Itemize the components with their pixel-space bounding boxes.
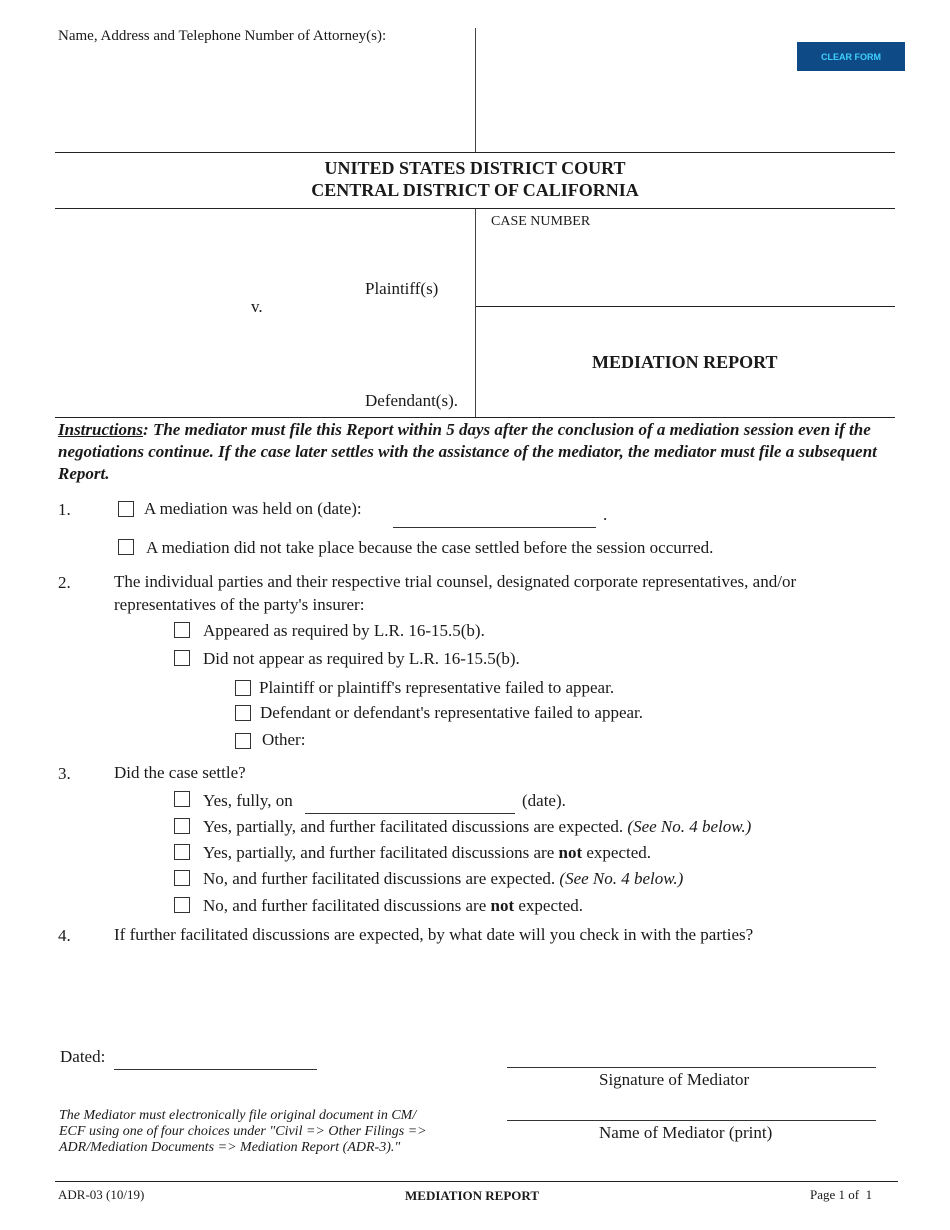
item3-question: Did the case settle? <box>114 763 246 782</box>
no-not-expected-label <box>203 896 583 916</box>
filing-note-line2: ECF using one of four choices under "Civil => Other Filings => <box>59 1124 427 1139</box>
case-number-label: CASE NUMBER <box>491 214 591 229</box>
see-no4-note: (See No. 4 below.) <box>559 869 684 888</box>
item2-text-line2: representatives of the party's insurer: <box>114 595 365 614</box>
mediation-date-period: . <box>603 505 608 524</box>
settle-date-field[interactable] <box>305 813 515 814</box>
caption-divider <box>475 209 476 417</box>
settle-partial-not-checkbox[interactable] <box>174 844 190 860</box>
instructions-label: Instructions <box>58 420 144 439</box>
instructions <box>58 419 896 485</box>
plaintiff-failed-label: Plaintiff or plaintiff's representative failed to appear. <box>259 678 615 697</box>
no-expected-text: No, and further facilitated discussions are expected. <box>203 869 556 888</box>
no-not-expected-checkbox[interactable] <box>174 897 190 913</box>
settle-partial-not-text: Yes, partially, and further facilitated discussions are <box>203 843 555 862</box>
mediation-held-label: A mediation was held on (date): <box>144 499 362 518</box>
settle-partial-not-label <box>203 843 651 863</box>
case-number-input[interactable] <box>490 238 889 300</box>
check-in-date-answer[interactable] <box>114 952 888 1036</box>
footer-title: MEDIATION REPORT <box>405 1188 540 1203</box>
no-not-expected-text: No, and further facilitated discussions are <box>203 896 487 915</box>
defendant-failed-label: Defendant or defendant's representative failed to appear. <box>260 703 644 722</box>
appeared-checkbox[interactable] <box>174 622 190 638</box>
form-title: MEDIATION REPORT <box>592 352 778 372</box>
not-emphasis: not <box>490 896 515 915</box>
mediator-name-field[interactable] <box>507 1120 876 1121</box>
item4-number: 4. <box>58 926 71 945</box>
mediation-held-checkbox[interactable] <box>118 501 134 517</box>
item3-number: 3. <box>58 764 71 783</box>
instructions-colon: : <box>143 420 149 439</box>
expected-word: expected. <box>518 896 584 915</box>
dated-label: Dated: <box>60 1047 106 1066</box>
settle-fully-checkbox[interactable] <box>174 791 190 807</box>
court-name-line2: CENTRAL DISTRICT OF CALIFORNIA <box>311 180 639 200</box>
court-top-rule <box>55 152 895 153</box>
signature-label: Signature of Mediator <box>599 1070 750 1089</box>
settle-partial-expected-text: Yes, partially, and further facilitated discussions are expected. <box>203 817 624 836</box>
not-emphasis: not <box>558 843 583 862</box>
mediation-date-field[interactable] <box>393 527 596 528</box>
clear-form-button[interactable]: CLEAR FORM <box>797 42 905 71</box>
form-code: ADR-03 (10/19) <box>58 1187 145 1202</box>
filing-note-line1: The Mediator must electronically file original document in CM/ <box>59 1108 417 1123</box>
no-expected-checkbox[interactable] <box>174 870 190 886</box>
versus-label: v. <box>251 297 263 316</box>
see-no4-note: (See No. 4 below.) <box>627 817 752 836</box>
expected-word: expected. <box>586 843 652 862</box>
mediator-name-label: Name of Mediator (print) <box>599 1123 773 1142</box>
defendant-label: Defendant(s). <box>365 391 458 410</box>
dated-field[interactable] <box>114 1069 317 1070</box>
attorney-label: Name, Address and Telephone Number of Attorney(s): <box>58 28 387 44</box>
item2-text-line1: The individual parties and their respective trial counsel, designated corporate representatives, and/or <box>114 572 797 591</box>
page-number: Page 1 of 1 <box>810 1187 873 1202</box>
item4-question: If further facilitated discussions are expected, by what date will you check in with the parties? <box>114 925 754 944</box>
other-label: Other: <box>262 730 306 749</box>
header-divider <box>475 28 476 153</box>
settle-date-suffix: (date). <box>522 791 566 810</box>
footer-rule <box>55 1181 898 1182</box>
instructions-text: The mediator must file this Report within 5 days after the conclusion of a mediation session even if the negotiations continue. If the case later settles with the assistance of the mediator, the mediator must file a subsequent Report. <box>58 420 877 483</box>
item2-number: 2. <box>58 573 71 592</box>
no-expected-label <box>203 869 683 889</box>
settle-partial-expected-checkbox[interactable] <box>174 818 190 834</box>
settle-partial-expected-label <box>203 817 751 837</box>
did-not-appear-label: Did not appear as required by L.R. 16-15.5(b). <box>203 649 520 668</box>
defendant-failed-checkbox[interactable] <box>235 705 251 721</box>
plaintiff-label: Plaintiff(s) <box>365 279 439 298</box>
mediation-not-held-label: A mediation did not take place because the case settled before the session occurred. <box>146 538 714 557</box>
did-not-appear-checkbox[interactable] <box>174 650 190 666</box>
settle-fully-label: Yes, fully, on <box>203 791 293 810</box>
case-number-rule <box>476 306 895 307</box>
caption-bottom-rule <box>55 417 895 418</box>
filing-note-line3: ADR/Mediation Documents => Mediation Report (ADR-3)." <box>59 1140 401 1155</box>
court-name-line1: UNITED STATES DISTRICT COURT <box>324 158 626 178</box>
mediation-not-held-checkbox[interactable] <box>118 539 134 555</box>
signature-field[interactable] <box>507 1067 876 1068</box>
appeared-label: Appeared as required by L.R. 16-15.5(b). <box>203 621 485 640</box>
plaintiff-failed-checkbox[interactable] <box>235 680 251 696</box>
other-checkbox[interactable] <box>235 733 251 749</box>
item1-number: 1. <box>58 500 71 519</box>
